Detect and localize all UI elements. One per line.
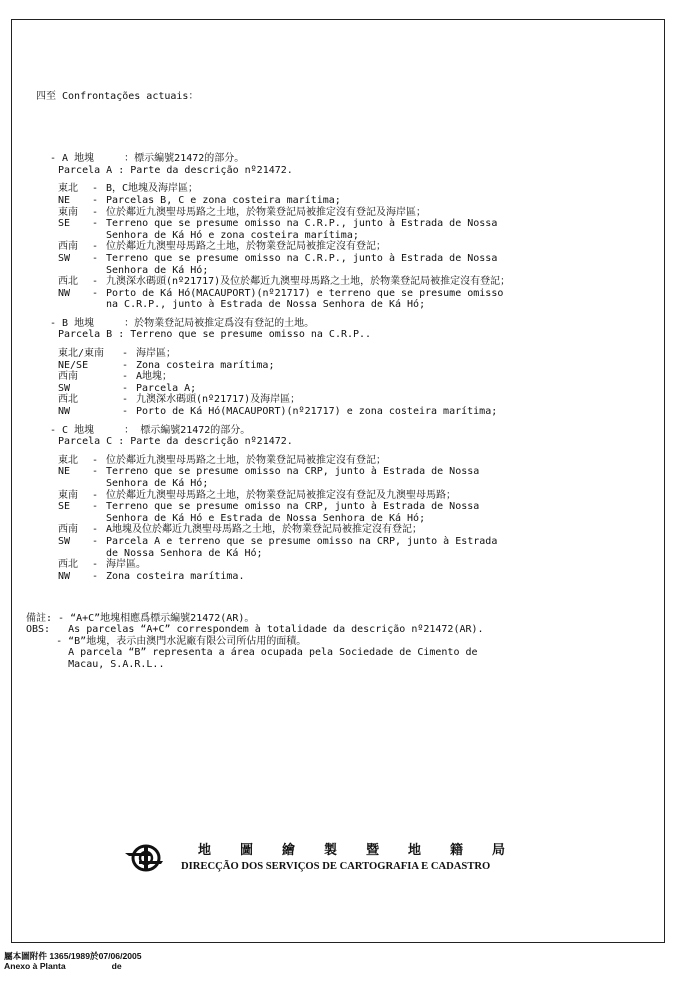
boundary-row — [58, 478, 636, 490]
boundary-text: 位於鄰近九澳聖母馬路之土地，於物業登記局被推定沒有登記及海岸區； — [106, 206, 426, 218]
boundary-row — [58, 501, 636, 513]
boundary-text: Terreno que se presume omisso na C.R.P., junto à Estrada de Nossa — [106, 218, 498, 230]
boundary-dash: - — [92, 570, 99, 582]
footer-annex-line: 屬本圖附件 1365/1989於07/06/2005 — [4, 951, 142, 961]
boundary-text: A地塊及位於鄰近九澳聖母馬路之土地，於物業登記局被推定沒有登記； — [106, 524, 423, 536]
footer-annex-plan — [4, 961, 122, 971]
boundary-direction: 西南 — [58, 371, 78, 383]
boundary-dash: - — [92, 241, 99, 253]
boundary-row — [58, 265, 636, 277]
boundary-direction: 東北 — [58, 454, 78, 466]
boundary-row — [58, 195, 636, 207]
boundary-row — [58, 455, 636, 467]
boundary-direction: 西南 — [58, 241, 78, 253]
heading: 四至 Confrontações actuais： — [36, 91, 199, 103]
boundary-text: Senhora de Ká Hó; — [106, 264, 209, 276]
note-line: Macau, S.A.R.L.. — [26, 658, 165, 670]
boundary-text: Zona costeira marítima; — [136, 359, 275, 371]
note-line: A parcela “B” representa a área ocupada pela Sociedade de Cimento de — [26, 647, 478, 659]
parcel-block — [50, 424, 636, 590]
boundary-row — [58, 218, 636, 230]
boundary-text: B，C地塊及海岸區； — [106, 183, 199, 195]
boundary-text: Zona costeira marítima. — [106, 570, 245, 582]
footer-annex-label: Anexo à Planta — [4, 961, 66, 971]
boundary-dash: - — [92, 252, 99, 264]
boundary-text: Senhora de Ká Hó e zona costeira marítima; — [106, 229, 359, 241]
boundary-row — [58, 371, 636, 383]
boundary-row — [58, 571, 636, 583]
notes — [26, 612, 636, 671]
boundary-text: na C.R.P., junto à Estrada de Nossa Senhora de Ká Hó; — [106, 299, 426, 311]
boundary-direction: 西北 — [58, 559, 78, 571]
boundary-text: Terreno que se presume omisso na C.R.P., junto à Estrada de Nossa — [106, 252, 498, 264]
parcel-title-zh: - C 地塊 ： 標示編號21472的部分。 — [50, 424, 251, 436]
agency-name-pt: DIRECÇÃO DOS SERVIÇOS DE CARTOGRAFIA E CADASTRO — [181, 861, 491, 872]
boundary-direction: 東北 — [58, 183, 78, 195]
parcel-block — [50, 153, 636, 318]
footer-annex-de: de — [111, 961, 122, 971]
note-line: OBS: As parcelas “A+C” correspondem à totalidade da descrição nº21472(AR). — [26, 624, 484, 636]
boundary-text: 位於鄰近九澳聖母馬路之土地，於物業登記局被推定沒有登記； — [106, 454, 386, 466]
note-line: - “B”地塊，表示由澳門水泥廠有限公司所佔用的面積。 — [26, 635, 307, 647]
boundary-row — [58, 253, 636, 265]
boundary-row — [58, 513, 636, 525]
boundary-dash: - — [92, 524, 99, 536]
boundary-text: Terreno que se presume omisso na CRP, junto à Estrada de Nossa — [106, 466, 480, 478]
boundary-text: 海岸區。 — [106, 559, 146, 571]
boundary-direction: NW — [58, 287, 71, 299]
agency-name-zh: 地圖繪製暨地籍局 — [198, 843, 535, 858]
boundary-row — [58, 559, 636, 571]
parcel-title-zh: - A 地塊 ：標示編號21472的部分。 — [50, 153, 245, 165]
boundary-row — [58, 183, 636, 195]
boundary-dash: - — [122, 382, 129, 394]
boundary-direction: SW — [58, 535, 71, 547]
parcel-block — [50, 317, 636, 425]
parcel-title-zh: - B 地塊 ：於物業登記局被推定爲沒有登記的土地。 — [50, 317, 315, 329]
boundary-dash: - — [92, 535, 99, 547]
boundary-row — [58, 276, 636, 288]
boundary-row — [58, 548, 636, 560]
boundary-dash: - — [92, 454, 99, 466]
boundary-text: 九澳深水碼頭(nº21717)及海岸區； — [136, 394, 301, 406]
boundary-dash: - — [122, 359, 129, 371]
boundary-text: Porto de Ká Hó(MACAUPORT)(nº21717) e terreno que se presume omisso — [106, 287, 504, 299]
boundary-text: 九澳深水碼頭(nº21717)及位於鄰近九澳聖母馬路之土地，於物業登記局被推定沒有登記； — [106, 276, 511, 288]
boundary-text: 海岸區； — [136, 348, 176, 360]
boundary-dash: - — [92, 489, 99, 501]
boundary-dash: - — [122, 406, 129, 418]
boundary-dash: - — [92, 218, 99, 230]
note-line: 備註: - “A+C”地塊相應爲標示編號21472(AR)。 — [26, 612, 255, 624]
boundary-direction: 東北/東南 — [58, 348, 105, 360]
boundary-direction: NE/SE — [58, 359, 89, 371]
parcel-title-pt: Parcela A : Parte da descrição nº21472. — [58, 164, 293, 176]
boundary-direction: SE — [58, 218, 71, 230]
boundary-direction: NW — [58, 406, 71, 418]
boundary-text: 位於鄰近九澳聖母馬路之土地，於物業登記局被推定沒有登記及九澳聖母馬路； — [106, 489, 456, 501]
boundary-direction: SW — [58, 252, 71, 264]
boundary-dash: - — [92, 206, 99, 218]
boundary-row — [58, 383, 636, 395]
boundary-row — [58, 348, 636, 360]
boundary-row — [58, 241, 636, 253]
boundary-text: Parcela A; — [136, 382, 197, 394]
parcel-title-pt: Parcela C : Parte da descrição nº21472. — [58, 436, 293, 448]
boundary-text: Parcelas B, C e zona costeira marítima; — [106, 194, 341, 206]
boundary-row — [58, 207, 636, 219]
boundary-row — [58, 360, 636, 372]
boundary-text: A地塊； — [136, 371, 173, 383]
boundary-row — [58, 394, 636, 406]
boundary-dash: - — [92, 183, 99, 195]
boundary-text: Senhora de Ká Hó; — [106, 478, 209, 489]
boundary-text: de Nossa Senhora de Ká Hó; — [106, 547, 263, 559]
boundary-dash: - — [92, 276, 99, 288]
boundary-row — [58, 299, 636, 311]
boundary-direction: NW — [58, 570, 71, 582]
document-body — [26, 68, 636, 682]
boundary-dash: - — [92, 466, 99, 478]
boundary-dash: - — [122, 371, 129, 383]
boundary-row — [58, 536, 636, 548]
boundary-text: 位於鄰近九澳聖母馬路之土地，於物業登記局被推定沒有登記； — [106, 241, 386, 253]
boundary-text: Senhora de Ká Hó e Estrada de Nossa Senhora de Ká Hó; — [106, 512, 426, 524]
boundary-dash: - — [122, 348, 129, 360]
boundary-direction: SE — [58, 501, 71, 513]
boundary-row — [58, 466, 636, 478]
agency-logo-icon — [121, 843, 165, 873]
boundary-direction: NE — [58, 194, 71, 206]
boundary-row — [58, 406, 636, 418]
boundary-direction: 東南 — [58, 489, 78, 501]
boundary-dash: - — [122, 394, 129, 406]
boundary-text: Terreno que se presume omisso na CRP, junto à Estrada de Nossa — [106, 501, 480, 513]
boundary-row — [58, 524, 636, 536]
boundary-direction: 東南 — [58, 206, 78, 218]
boundary-dash: - — [92, 501, 99, 513]
boundary-direction: 西北 — [58, 394, 78, 406]
parcels-list — [36, 153, 636, 589]
boundary-direction: 西北 — [58, 276, 78, 288]
boundary-direction: SW — [58, 382, 71, 394]
boundary-dash: - — [92, 287, 99, 299]
boundary-direction: 西南 — [58, 524, 78, 536]
boundary-text: Porto de Ká Hó(MACAUPORT)(nº21717) e zona costeira marítima; — [136, 406, 498, 418]
boundary-row — [58, 288, 636, 300]
parcel-title-pt: Parcela B : Terreno que se presume omisso na C.R.P.. — [58, 329, 372, 341]
boundary-dash: - — [92, 559, 99, 571]
boundary-direction: NE — [58, 466, 71, 478]
boundary-dash: - — [92, 194, 99, 206]
boundary-text: Parcela A e terreno que se presume omisso na CRP, junto à Estrada — [106, 535, 498, 547]
boundary-row — [58, 230, 636, 242]
boundary-row — [58, 490, 636, 502]
